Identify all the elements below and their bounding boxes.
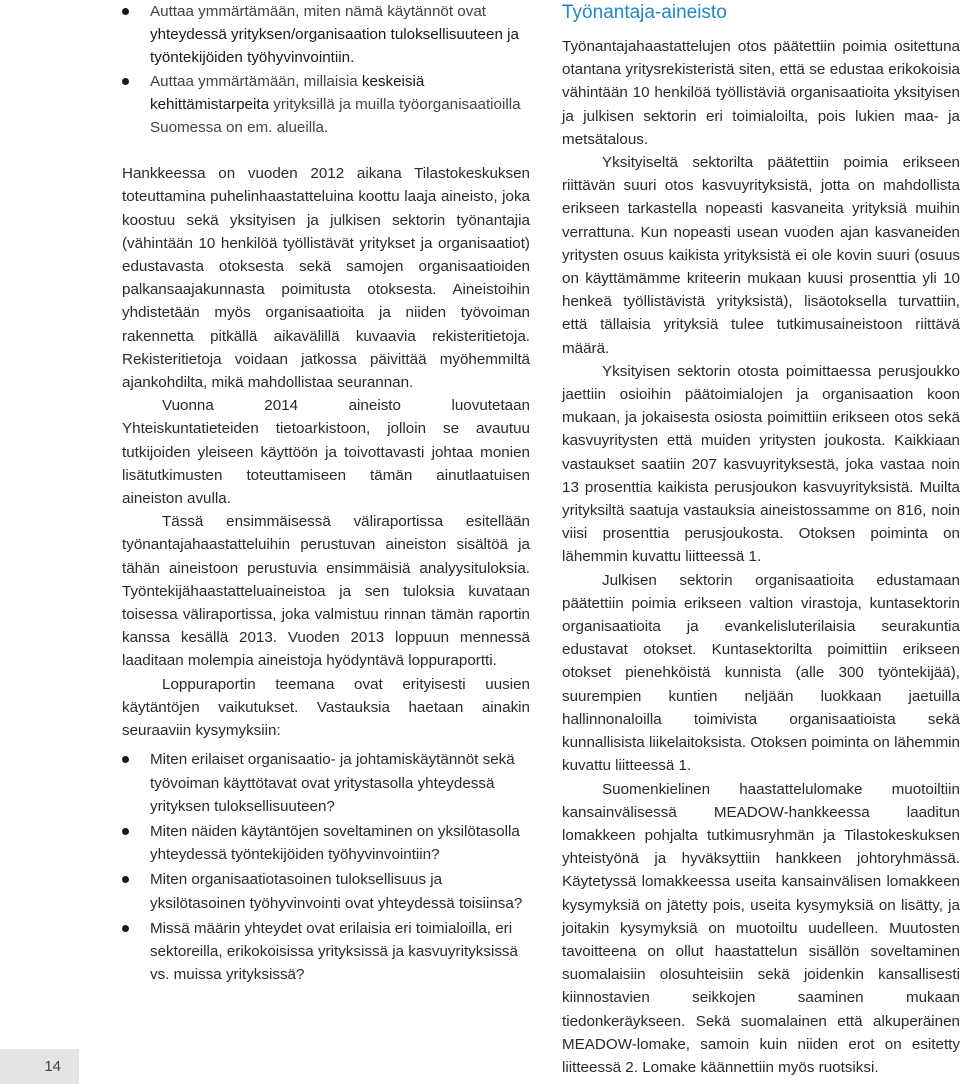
highlighted-phrase: yhteydessä yrityksen/organisaation tuloksellisuuteen ja työntekijöiden työhyvinvointiin. — [150, 26, 519, 67]
body-paragraph: Yksityiseltä sektorilta päätettiin poimia erikseen riittävän suuri otos kasvuyrityksistä, jotta on mahdollista erikseen tarkastella nopeasti kasvaneita yrityksiä muihin verrattuna. Kun nopeasti usean vuoden ajan kasvaneiden yritysten osuus kaikista yrityksistä ei ole kovin suuri (osuus on käyttämämme kriteerin mukaan kuusi prosenttia yli 10 henkeä työllistävistä yrityksistä), lisäotoksella turvattiin, että tällaisia yrityksiä tulee tutkimusaineistoon riittävä määrä. — [562, 154, 960, 357]
body-paragraph: Loppuraportin teemana ovat erityisesti uusien käytäntöjen vaikutukset. Vastauksia haetaan ainakin seuraaviin kysymyksiin: — [122, 675, 530, 740]
left-column — [122, 0, 530, 986]
question-bullet-item: Missä määrin yhteydet ovat erilaisia eri toimialoilla, eri sektoreilla, erikokoisissa yrityksissä ja kasvuyrityksissä vs. muissa yrityksissä? — [122, 917, 530, 987]
body-paragraph: Tässä ensimmäisessä väliraportissa esitellään työnantajahaastatteluihin perustuvan aineiston sisältöä ja tähän aineistoon perustuvia ensimmäisiä analyysituloksia. Työntekijähaastatteluaineistoa ja sen tuloksia kuvataan toisessa väliraportissa, joka valmistuu rinnan tämän raportin kanssa kesällä 2013. Vuoden 2013 loppuun mennessä laaditaan molempia aineistoja hyödyntävä loppuraportti. — [122, 513, 530, 670]
body-paragraph: Hankkeessa on vuoden 2012 aikana Tilastokeskuksen toteuttamina puhelinhaastatteluina koottu laaja aineisto, joka koostuu sekä yksityisen ja julkisen sektorin työnantajia (vähintään 10 henkilöä työllistävät yritykset ja organisaatiot) edustavasta otoksesta sekä samojen organisaatioiden palkansaajakunnasta poimitusta otoksesta. Aineistoihin yhdistetään myös organisaatioita ja niiden työvoiman rakennetta pitkällä aikavälillä kuvaavia rekisteritietoja. Rekisteritietoja voidaan jatkossa päivittää myöhemmiltä ajankohdilta, mikä mahdollistaa seurannan. — [122, 165, 530, 392]
question-bullet-item: Miten organisaatiotasoinen tuloksellisuus ja yksilötasoinen työhyvinvointi ovat yhteydessä toisiinsa? — [122, 868, 530, 914]
intro-bullet-item: Auttaa ymmärtämään, millaisia keskeisiä kehittämistarpeita yrityksillä ja muilla työorganisaatioilla Suomessa on em. alueilla. — [122, 70, 530, 140]
intro-bullet-item: Auttaa ymmärtämään, miten nämä käytännöt ovat yhteydessä yrityksen/organisaation tuloksellisuuteen ja työntekijöiden työhyvinvointiin. — [122, 0, 530, 70]
question-bullet-item: Miten näiden käytäntöjen soveltaminen on yksilötasolla yhteydessä työntekijöiden työhyvinvointiin? — [122, 820, 530, 866]
section-heading: Työnantaja-aineisto — [562, 2, 727, 23]
page-number-box — [0, 1049, 79, 1084]
question-bullet-item: Miten erilaiset organisaatio- ja johtamiskäytännöt sekä työvoiman käyttötavat ovat yritystasolla yhteydessä yrityksen tuloksellisuuteen? — [122, 748, 530, 818]
body-paragraph: Suomenkielinen haastattelulomake muotoiltiin kansainvälisessä MEADOW-hankkeessa laaditun lomakkeen pohjalta tutkimusryhmän ja Tilastokeskuksen yhteistyönä ja hyväksyttiin hankkeen johtoryhmässä. Käytetyssä lomakkeessa useita kansainvälisen lomakkeen kysymyksiä on jätetty pois, useita kysymyksiä on lisätty, ja joitakin kysymyksiä on muotoiltu uudelleen. Muutosten tavoitteena on ollut haastattelun sisällön soveltaminen suomalaisiin olosuhteisiin sekä joidenkin kansallisesti kiinnostavien seikkojen saaminen mukaan tiedonkeräykseen. Sekä suomalainen että alkuperäinen MEADOW-lomake, samoin kuin niiden erot on esitetty liitteessä 2. Lomake käännettiin myös ruotsiksi. — [562, 780, 960, 1076]
intro-bullet-list — [122, 0, 530, 139]
body-paragraph: Yksityisen sektorin otosta poimittaessa perusjoukko jaettiin osioihin päätoimialojen ja organisaation koon mukaan, ja jokaisesta osiosta poimittiin erikseen otos sekä kasvuyritysten että muiden yritysten joukosta. Kaikkiaan vastaukset saatiin 207 kasvuyrityksestä, joka vastaa noin 13 prosenttia kaikista perusjoukon kasvuyrityksistä. Muilta yrityksiltä saatuja vastauksia aineistossamme on 816, noin viisi prosenttia perusjoukosta. Otoksen poiminta on lähemmin kuvattu liitteessä 1. — [562, 362, 960, 566]
highlighted-phrase: keskeisiä kehittämistarpeita — [150, 72, 425, 113]
body-paragraph: Työnantajahaastattelujen otos päätettiin poimia ositettuna otantana yritysrekisteristä siten, että se edustaa erikokoisia vähintään 10 henkilöä työllistäviä organisaatioita yksityisen ja julkisen sektorin eri toimialoilta, pois lukien maa- ja metsätalous. — [562, 38, 960, 148]
body-paragraph: Vuonna 2014 aineisto luovutetaan Yhteiskuntatieteiden tietoarkistoon, jolloin se avautuu tutkijoiden yleiseen käyttöön ja toivottavasti johtaa monien lisätutkimusten toteuttamiseen tämän ainutlaatuisen aineiston avulla. — [122, 397, 530, 508]
page-number: 14 — [44, 1058, 61, 1075]
question-bullet-list — [122, 748, 530, 986]
body-paragraph: Julkisen sektorin organisaatioita edustamaan päätettiin poimia erikseen valtion virastoja, kuntasektorin organisaatioita ja evankelisluterilaisia seurakuntia edustavat otokset. Kuntasektorilta poimittiin erikseen otokset pienehköistä kunnista (alle 300 työntekijää), suurempien kuntien neljään luokkaan jaetuilla hallinnonaloilla toimivista organisaatioista sekä kunnallisista liikelaitoksista. Otoksen poiminta on lähemmin kuvattu liitteessä 1. — [562, 571, 960, 775]
right-column — [562, 0, 960, 1079]
